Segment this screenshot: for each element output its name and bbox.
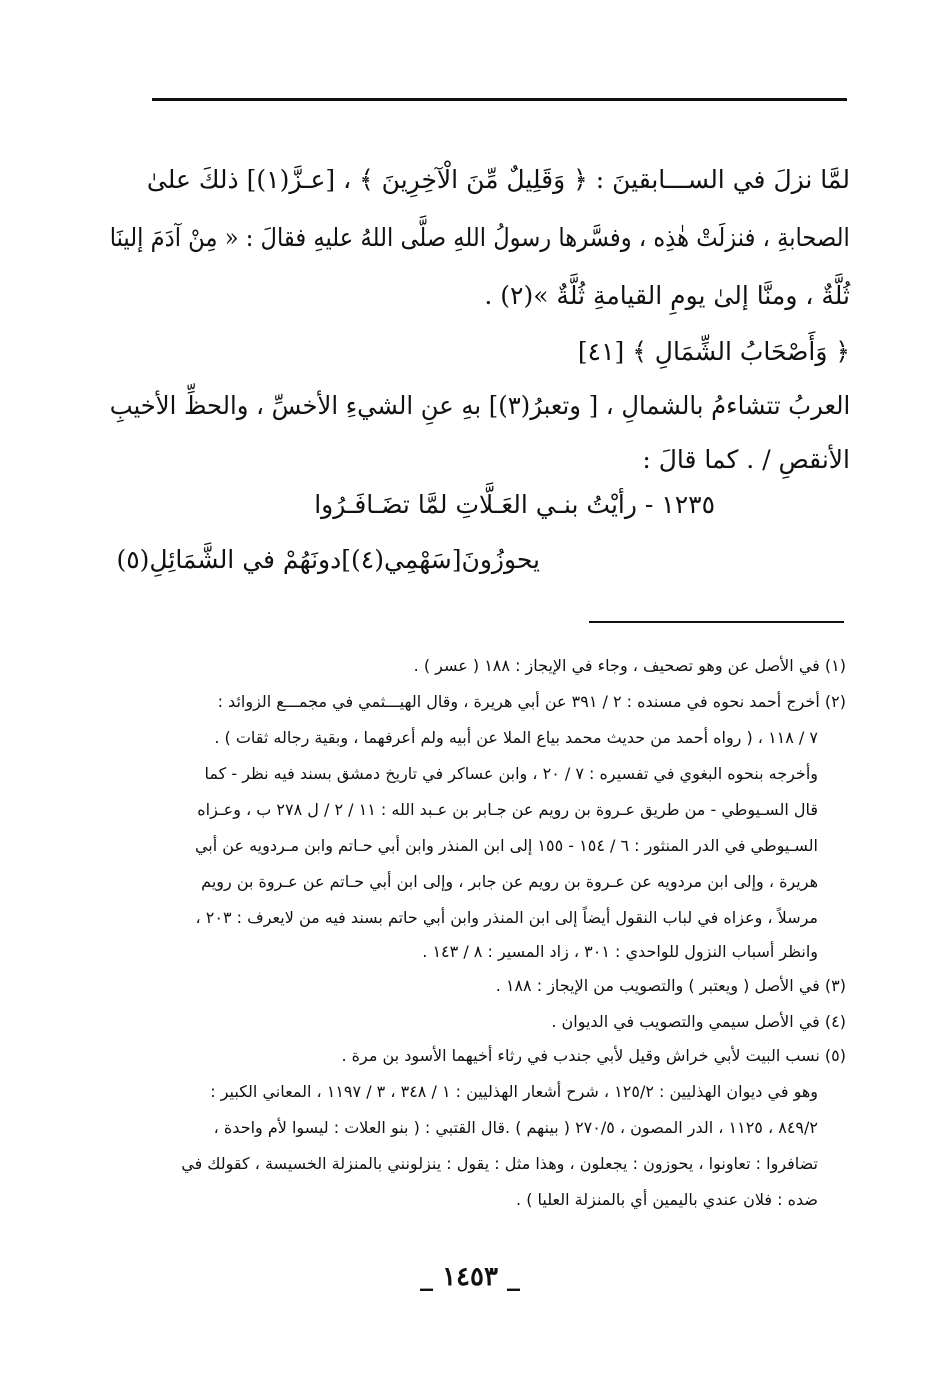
footnote-text: وأخرجه بنحوه البغوي في تفسيره : ٧ / ٢٠ ، وابن عساكر في تاريخ دمشق بسند فيه نظر - كما [204,764,818,783]
footnote-number: (١) [824,656,846,675]
footnote-rule [589,621,844,623]
poem-verse-second: يحوزُونَ[سَهْمِي(٤)]دونَهُمْ في الشَّمَائِلِ(٥) [116,545,540,574]
footnote-text: وهو في ديوان الهذليين : ١٢٥/٢ ، شرح أشعار الهذليين : ١ / ٣٤٨ ، ٣ / ١١٩٧ ، المعاني الكبير : [210,1082,818,1101]
header-rule [152,98,847,101]
footnote-number: (٥) [824,1046,846,1065]
footnote-text: في الأصل ( ويعتبر ) والتصويب من الإيجاز : ١٨٨ . [495,976,820,995]
body-line: الصحابةِ ، فنزلَتْ هٰذِه ، وفسَّرها رسولُ اللهِ صلَّى اللهُ عليهِ فقالَ : « مِنْ آدَمَ إلينَا [109,223,850,252]
footnote-text: أخرج أحمد نحوه في مسنده : ٢ / ٣٩١ عن أبي هريرة ، وقال الهيـــثمي في مجمـــع الزوائد : [217,692,820,711]
footnote-text: السـيوطي في الدر المنثور : ٦ / ١٥٤ - ١٥٥ إلى ابن المنذر وابن أبي حـاتم وابن مـردويه عن أبي [194,836,818,855]
poem-verse-first: ١٢٣٥ - رأيْتُ بنـي العَـلَّاتِ لمَّا تضَـافَـرُوا [314,490,715,519]
body-line: الأنقصِ / . كما قالَ : [642,445,850,474]
footnote-text: ضده : فلان عندي باليمين أي بالمنزلة العليا ) . [516,1190,818,1209]
footnote-text: ٧ / ١١٨ ، ( رواه أحمد من حديث محمد بياع الملا عن أبيه ولم أعرفهما ، وبقية رجاله ثقات ) . [214,728,818,747]
footnote-text: في الأصل عن وهو تصحيف ، وجاء في الإيجاز : ١٨٨ ( عسر ) . [413,656,820,675]
footnote-text: ٨٤٩/٢ ، ١١٢٥ ، الدر المصون ، ٢٧٠/٥ ( بينهم ) .قال القتبي : ( بنو العلات : ليسوا لأم واحدة ، [213,1118,818,1137]
page-number: _ ١٤٥٣ _ [420,1262,520,1292]
body-line: لمَّا نزلَ في الســـابقينَ : ﴿ وَقَلِيلٌ مِّنَ الْآخِرِينَ ﴾ ، [عـزَّ(١)] ذلكَ علىٰ [146,165,850,194]
footnote-number: (٤) [824,1012,846,1031]
footnote-text: نسب البيت لأبي خراش وقيل لأبي جندب في رثاء أخيهما الأسود بن مرة . [341,1046,820,1065]
footnote-text: هريرة ، وإلى ابن مردويه عن عـروة بن رويم عن جابر ، وإلى ابن أبي حـاتم عن عـروة بن رويم [201,872,818,891]
main-text [110,165,850,485]
quran-verse-heading: ﴿ وَأَصْحَابُ الشِّمَالِ ﴾ [٤١] [577,337,850,366]
body-line: العربُ تتشاءمُ بالشمالِ ، [ وتعبرُ(٣)] بهِ عنِ الشيءِ الأخسِّ ، والحظِّ الأخيبِ [109,391,850,420]
footnote-text: قال السـيوطي - من طريق عـروة بن رويم عن جـابر بن عـبد الله : ١١ / ٢ / ل ٢٧٨ ب ، وعـزاه [197,800,818,819]
footnote-text: وانظر أسباب النزول للواحدي : ٣٠١ ، زاد المسير : ٨ / ١٤٣ . [422,942,818,961]
footnotes [90,656,846,1216]
body-line: ثُلَّةٌ ، ومنَّا إلىٰ يومِ القيامةِ ثُلَّةٌ »(٢) . [484,281,850,310]
footnote-number: (٢) [824,692,846,711]
footnote-text: في الأصل سيمي والتصويب في الديوان . [551,1012,820,1031]
footnote-text: تضافروا : تعاونوا ، يحوزون : يجعلون ، وهذا مثل : يقول : ينزلونني بالمنزلة الخسيسة ، كقولك في [181,1154,818,1173]
footnote-number: (٣) [824,976,846,995]
footnote-text: مرسلاً ، وعزاه في لباب النقول أيضاً إلى ابن المنذر وابن أبي حاتم بسند فيه من لايعرف : ٢٠٣ ، [195,908,818,927]
